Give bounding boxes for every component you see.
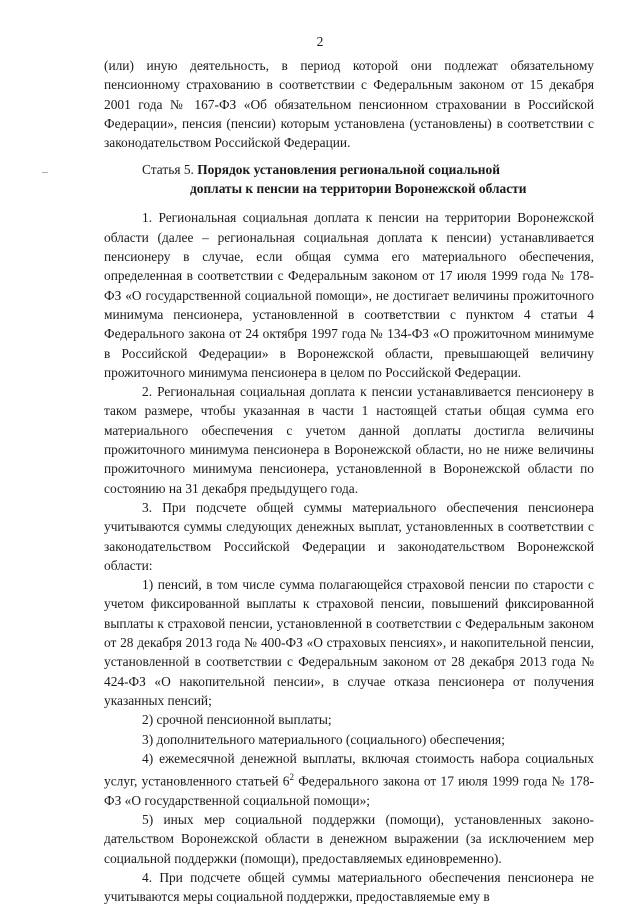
page-number: 2 [316,34,324,49]
paragraph-3-item-5: 5) иных мер социальной поддержки (помощи), установленных законодательством Воронежской области в денежном выражении (за исключением мер социальной поддержки (помощи), предоставляемых единовременно). [104,812,594,866]
item-4-text-end: Федерального закона от 17 июля 1999 года № 178-ФЗ «О государственной социальной помощи»; [104,773,594,808]
superscript-article-number: 2 [289,772,294,783]
margin-mark [42,172,48,173]
article-heading [104,160,594,198]
paragraph-2: 2. Региональная социальная доплата к пенсии устанавливается пенсионеру в таком размере, чтобы указанная в части 1 настоящей статьи общая сумма его материального обеспечения с учетом данной доплаты достигла величины прожиточного минимума пенсионера в Воронежской области, но не ниже величины прожиточного минимума пенсионера, установленной в Воронежской области по состоянию на 31 декабря предыдущего года. [104,384,594,496]
paragraph-1: 1. Региональная социальная доплата к пенсии на территории Воронежской области (далее – региональная социальная доплата к пенсии) устанавливается пенсионеру в случае, если общая сумма его материального обеспечения, определенная в соответствии с Федеральным законом от 17 июля 1999 года № 178-ФЗ «О государственной социальной помощи», не достигает величины прожиточного минимума пенсионера, установленной в соответствии с пунктом 4 статьи 4 Федерального закона от 24 октября 1997 года № 134-ФЗ «О прожиточном минимуме в Российской Федерации» в Воронежской области, превышающей величину прожиточного минимума пенсионера в целом по Российской Федерации. [104,210,594,380]
intro-paragraph: (или) иную деятельность, в период которой они подлежат обязательному пенсионному страхованию в соответствии с Федеральным законом от 15 декабря 2001 года № 167-ФЗ «Об обязательном пенсионном страховании в Российской Федерации», пенсия (пенсии) которым установлена (установлены) в соответствии с законодательством Российской Федерации. [104,58,594,151]
article-prefix: Статья 5. [142,162,198,178]
paragraph-3-item-1: 1) пенсий, в том числе сумма полагающейся страховой пенсии по старости с учетом фиксированной выплаты к страховой пенсии, повышений фиксированной выплаты к страховой пенсии, установленной в соответствии с Федеральным законом от 28 декабря 2013 года № 400-ФЗ «О страховых пенсиях», и накопительной пенсии, установленной в соответствии с Федеральным законом от 28 декабря 2013 года № 424-ФЗ «О накопительной пенсии», в случае отказа пенсионера от получения указанных пенсий; [104,577,594,708]
article-title-line1: Порядок установления региональной социальной [197,162,500,178]
paragraph-3-item-3: 3) дополнительного материального (социального) обеспечения; [142,731,505,747]
paragraph-3-item-4 [104,749,594,810]
paragraph-4: 4. При подсчете общей суммы материального обеспечения пенсионера не учитываются меры социальной поддержки, предоставляемые ему в [104,870,594,905]
paragraph-3: 3. При подсчете общей суммы материального обеспечения пенсионера учитываются суммы следующих денежных выплат, установленных в соответствии с законодательством Российской Федерации и законодательством Воронежской области: [104,499,594,573]
document-body [104,56,594,907]
paragraph-3-item-2: 2) срочной пенсионной выплаты; [142,712,332,728]
item-4-text-start: 4) ежемесячной денежной выплаты, включая стоимость набора социальных услуг, установленного статьей 6 [104,750,594,789]
article-title-line2: доплаты к пенсии на территории Воронежской области [190,181,527,197]
